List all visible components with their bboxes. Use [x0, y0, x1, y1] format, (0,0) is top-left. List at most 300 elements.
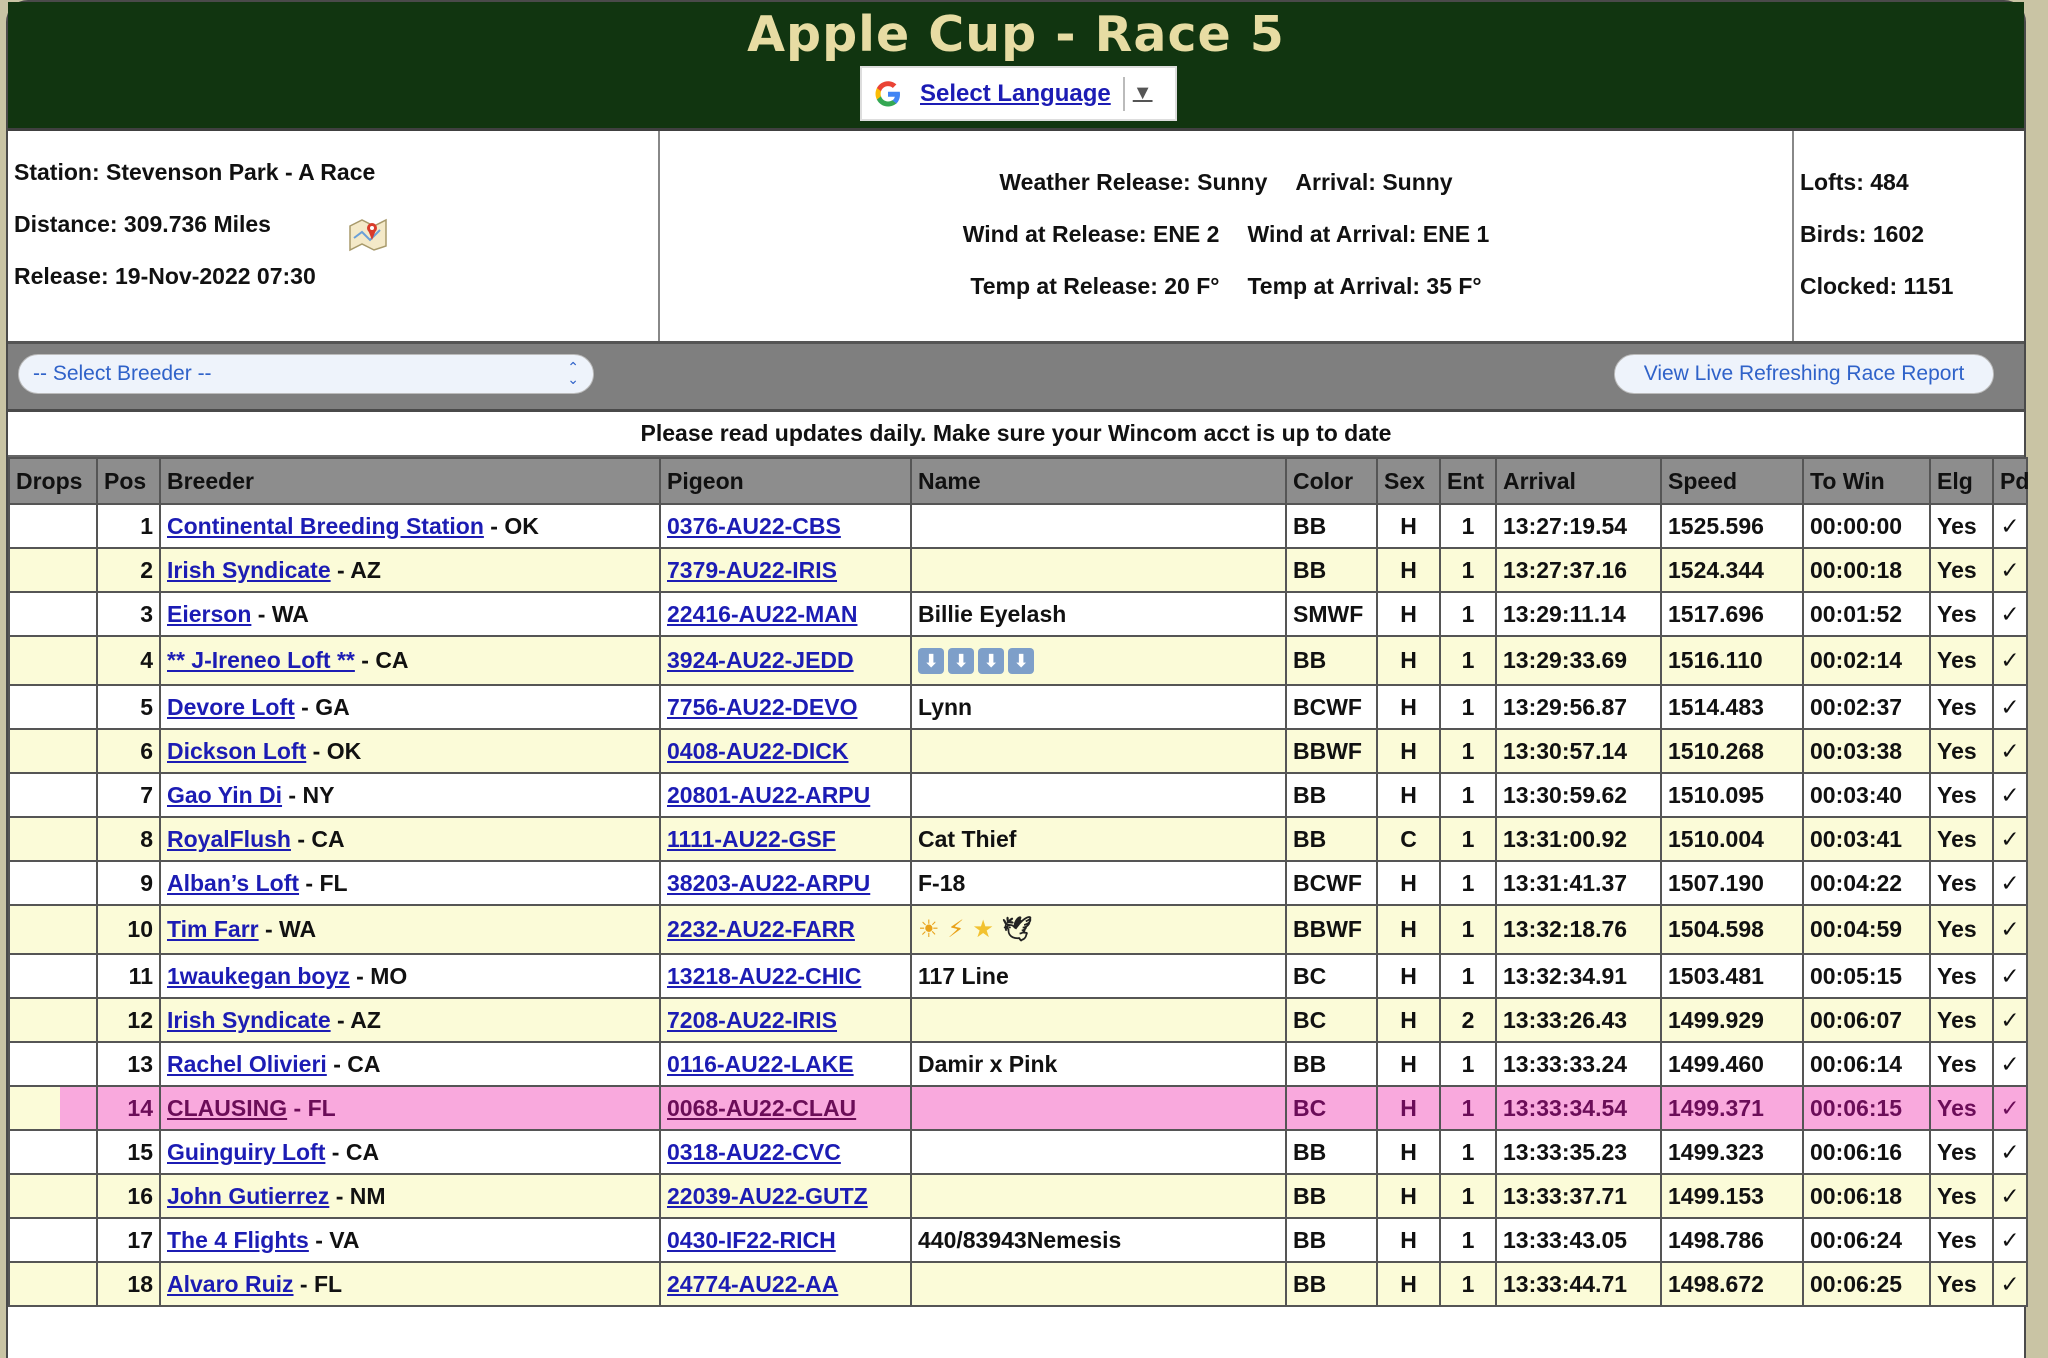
- position-cell: 1: [97, 504, 160, 548]
- breeder-link[interactable]: Alvaro Ruiz: [167, 1270, 294, 1297]
- pigeon-link[interactable]: 0068-AU22-CLAU: [667, 1094, 857, 1121]
- name-cell: 117 Line: [911, 954, 1286, 998]
- paid-check-icon: ✓: [1993, 592, 2027, 636]
- breeder-link[interactable]: Tim Farr: [167, 916, 259, 942]
- breeder-state: - CA: [326, 1050, 381, 1077]
- entry-cell: 1: [1440, 1130, 1496, 1174]
- to-win-cell: 00:00:00: [1803, 504, 1930, 548]
- column-header-pd: Pd: [1993, 458, 2027, 504]
- breeder-cell: [160, 998, 660, 1042]
- color-cell: BB: [1286, 1130, 1377, 1174]
- down-arrow-icon: ⬇: [978, 648, 1004, 674]
- pigeon-link[interactable]: 24774-AU22-AA: [667, 1270, 839, 1297]
- breeder-link[interactable]: Rachel Olivieri: [167, 1050, 327, 1077]
- speed-cell: 1517.696: [1661, 592, 1803, 636]
- map-icon[interactable]: [348, 216, 388, 252]
- paid-check-icon: ✓: [1993, 636, 2027, 685]
- to-win-cell: 00:01:52: [1803, 592, 1930, 636]
- eligible-cell: Yes: [1930, 1262, 1993, 1306]
- paid-check-icon: ✓: [1993, 1218, 2027, 1262]
- position-cell: 17: [97, 1218, 160, 1262]
- breeder-cell: [160, 954, 660, 998]
- down-arrow-icon: ⬇: [1008, 648, 1034, 674]
- pigeon-cell: [660, 636, 911, 685]
- table-row: [9, 636, 2027, 685]
- color-cell: BB: [1286, 1042, 1377, 1086]
- position-cell: 15: [97, 1130, 160, 1174]
- breeder-link[interactable]: Gao Yin Di: [167, 781, 283, 808]
- column-header-drops: Drops: [9, 458, 97, 504]
- breeder-select[interactable]: [18, 354, 594, 394]
- breeder-state: - WA: [251, 600, 309, 627]
- entry-cell: 1: [1440, 548, 1496, 592]
- paid-check-icon: ✓: [1993, 504, 2027, 548]
- paid-check-icon: ✓: [1993, 729, 2027, 773]
- weather-arrival: Arrival: Sunny: [1295, 169, 1453, 195]
- table-row: [9, 504, 2027, 548]
- drops-cell: [9, 685, 97, 729]
- breeder-link[interactable]: ** J-Ireneo Loft **: [167, 647, 355, 673]
- breeder-cell: [160, 1218, 660, 1262]
- arrival-cell: 13:30:59.62: [1496, 773, 1661, 817]
- speed-cell: 1514.483: [1661, 685, 1803, 729]
- to-win-cell: 00:06:14: [1803, 1042, 1930, 1086]
- select-language-link[interactable]: Select Language: [920, 79, 1111, 107]
- entry-cell: 1: [1440, 773, 1496, 817]
- race-header: [8, 2, 2024, 131]
- pigeon-link[interactable]: 7208-AU22-IRIS: [667, 1006, 838, 1033]
- drops-cell: [9, 548, 97, 592]
- to-win-cell: 00:02:37: [1803, 685, 1930, 729]
- paid-check-icon: ✓: [1993, 1086, 2027, 1130]
- speed-cell: 1499.153: [1661, 1174, 1803, 1218]
- table-row: [9, 548, 2027, 592]
- speed-cell: 1504.598: [1661, 905, 1803, 954]
- speed-cell: 1499.929: [1661, 998, 1803, 1042]
- to-win-cell: 00:04:22: [1803, 861, 1930, 905]
- pigeon-cell: [660, 998, 911, 1042]
- pigeon-link[interactable]: 0376-AU22-CBS: [667, 512, 841, 539]
- position-cell: 11: [97, 954, 160, 998]
- pigeon-link[interactable]: 0318-AU22-CVC: [667, 1138, 841, 1165]
- sex-cell: H: [1377, 636, 1440, 685]
- eligible-cell: Yes: [1930, 998, 1993, 1042]
- name-cell: [911, 729, 1286, 773]
- name-cell: [911, 1262, 1286, 1306]
- eligible-cell: Yes: [1930, 685, 1993, 729]
- paid-check-icon: ✓: [1993, 954, 2027, 998]
- name-cell: [911, 905, 1286, 954]
- sex-cell: H: [1377, 861, 1440, 905]
- to-win-cell: 00:06:24: [1803, 1218, 1930, 1262]
- sex-cell: H: [1377, 685, 1440, 729]
- paid-check-icon: ✓: [1993, 905, 2027, 954]
- speed-cell: 1510.095: [1661, 773, 1803, 817]
- color-cell: BBWF: [1286, 729, 1377, 773]
- sex-cell: H: [1377, 729, 1440, 773]
- color-cell: BC: [1286, 954, 1377, 998]
- sex-cell: H: [1377, 1086, 1440, 1130]
- arrival-cell: 13:33:44.71: [1496, 1262, 1661, 1306]
- lightning-icon: ⚡: [947, 916, 965, 944]
- table-row: [9, 1130, 2027, 1174]
- eligible-cell: Yes: [1930, 817, 1993, 861]
- column-header-pigeon: Pigeon: [660, 458, 911, 504]
- sex-cell: H: [1377, 1042, 1440, 1086]
- breeder-link[interactable]: Irish Syndicate: [167, 556, 331, 583]
- paid-check-icon: ✓: [1993, 1042, 2027, 1086]
- to-win-cell: 00:03:41: [1803, 817, 1930, 861]
- arrival-cell: 13:29:11.14: [1496, 592, 1661, 636]
- name-cell: [911, 1130, 1286, 1174]
- speed-cell: 1507.190: [1661, 861, 1803, 905]
- to-win-cell: 00:06:15: [1803, 1086, 1930, 1130]
- color-cell: BB: [1286, 817, 1377, 861]
- breeder-cell: [160, 1130, 660, 1174]
- sex-cell: H: [1377, 905, 1440, 954]
- speed-cell: 1524.344: [1661, 548, 1803, 592]
- name-cell: [911, 504, 1286, 548]
- pigeon-link[interactable]: 2232-AU22-FARR: [667, 916, 855, 942]
- breeder-cell: [160, 685, 660, 729]
- breeder-cell: [160, 548, 660, 592]
- breeder-link[interactable]: Guinguiry Loft: [167, 1138, 326, 1165]
- drops-cell: [9, 729, 97, 773]
- color-cell: BB: [1286, 504, 1377, 548]
- notice-banner: Please read updates daily. Make sure your Wincom acct is up to date: [8, 412, 2024, 457]
- down-arrow-icon: ⬇: [918, 648, 944, 674]
- pigeon-link[interactable]: 0430-IF22-RICH: [667, 1226, 836, 1253]
- page-frame: [6, 0, 2030, 1358]
- entry-cell: 1: [1440, 861, 1496, 905]
- color-cell: BBWF: [1286, 905, 1377, 954]
- color-cell: BB: [1286, 773, 1377, 817]
- birds-count: Birds: 1602: [1800, 221, 1925, 247]
- eligible-cell: Yes: [1930, 861, 1993, 905]
- eligible-cell: Yes: [1930, 636, 1993, 685]
- drops-cell: [9, 905, 97, 954]
- breeder-state: - CA: [325, 1138, 380, 1165]
- arrival-cell: 13:27:37.16: [1496, 548, 1661, 592]
- paid-check-icon: ✓: [1993, 1174, 2027, 1218]
- eligible-cell: Yes: [1930, 1174, 1993, 1218]
- name-cell: [911, 998, 1286, 1042]
- table-row: [9, 592, 2027, 636]
- speed-cell: 1503.481: [1661, 954, 1803, 998]
- position-cell: 7: [97, 773, 160, 817]
- color-cell: SMWF: [1286, 592, 1377, 636]
- eligible-cell: Yes: [1930, 773, 1993, 817]
- to-win-cell: 00:06:16: [1803, 1130, 1930, 1174]
- speed-cell: 1498.786: [1661, 1218, 1803, 1262]
- position-cell: 2: [97, 548, 160, 592]
- table-row: [9, 1262, 2027, 1306]
- release-text: Release: 19-Nov-2022 07:30: [14, 263, 316, 289]
- to-win-cell: 00:03:40: [1803, 773, 1930, 817]
- sex-cell: H: [1377, 1174, 1440, 1218]
- breeder-link[interactable]: Alban’s Loft: [167, 869, 300, 896]
- eligible-cell: Yes: [1930, 954, 1993, 998]
- google-icon: [872, 78, 904, 110]
- weather-release: Weather Release: Sunny: [999, 169, 1268, 195]
- entry-cell: 1: [1440, 729, 1496, 773]
- drops-cell: [9, 1262, 97, 1306]
- name-cell: [911, 773, 1286, 817]
- breeder-state: - AZ: [330, 1006, 381, 1033]
- to-win-cell: 00:06:07: [1803, 998, 1930, 1042]
- column-header-ent: Ent: [1440, 458, 1496, 504]
- drops-cell: [9, 954, 97, 998]
- sex-cell: H: [1377, 1130, 1440, 1174]
- toolbar: [8, 344, 2024, 412]
- name-cell: Billie Eyelash: [911, 592, 1286, 636]
- pigeon-cell: [660, 1174, 911, 1218]
- pigeon-cell: [660, 954, 911, 998]
- entry-cell: 1: [1440, 954, 1496, 998]
- pigeon-cell: [660, 548, 911, 592]
- to-win-cell: 00:06:25: [1803, 1262, 1930, 1306]
- sex-cell: H: [1377, 592, 1440, 636]
- drops-cell: [9, 504, 97, 548]
- position-cell: 18: [97, 1262, 160, 1306]
- drops-cell: [9, 1042, 97, 1086]
- eligible-cell: Yes: [1930, 729, 1993, 773]
- name-cell: Cat Thief: [911, 817, 1286, 861]
- breeder-cell: [160, 773, 660, 817]
- lofts-count: Lofts: 484: [1800, 169, 1909, 195]
- speed-cell: 1510.268: [1661, 729, 1803, 773]
- pigeon-cell: [660, 1218, 911, 1262]
- breeder-state: - MO: [349, 962, 408, 989]
- pigeon-cell: [660, 861, 911, 905]
- column-header-speed: Speed: [1661, 458, 1803, 504]
- arrival-cell: 13:33:26.43: [1496, 998, 1661, 1042]
- breeder-link[interactable]: 1waukegan boyz: [167, 962, 350, 989]
- table-row: [9, 685, 2027, 729]
- table-row: [9, 1174, 2027, 1218]
- drops-cell: [9, 817, 97, 861]
- name-cell: [911, 1086, 1286, 1130]
- breeder-state: - CA: [354, 647, 409, 673]
- breeder-cell: [160, 729, 660, 773]
- arrival-cell: 13:33:34.54: [1496, 1086, 1661, 1130]
- position-cell: 9: [97, 861, 160, 905]
- breeder-link[interactable]: CLAUSING: [167, 1094, 288, 1121]
- page-title: Apple Cup - Race 5: [747, 6, 1285, 63]
- breeder-link[interactable]: Continental Breeding Station: [167, 512, 484, 539]
- breeder-cell: [160, 1174, 660, 1218]
- name-cell: [911, 636, 1286, 685]
- pigeon-link[interactable]: 7756-AU22-DEVO: [667, 693, 858, 720]
- language-selector[interactable]: [860, 66, 1177, 121]
- breeder-state: - GA: [294, 693, 350, 720]
- position-cell: 13: [97, 1042, 160, 1086]
- to-win-cell: 00:06:18: [1803, 1174, 1930, 1218]
- pigeon-cell: [660, 1130, 911, 1174]
- arrival-cell: 13:31:00.92: [1496, 817, 1661, 861]
- arrival-cell: 13:33:33.24: [1496, 1042, 1661, 1086]
- paid-check-icon: ✓: [1993, 861, 2027, 905]
- pigeon-link[interactable]: 1111-AU22-GSF: [667, 825, 836, 852]
- breeder-cell: [160, 592, 660, 636]
- sex-cell: H: [1377, 773, 1440, 817]
- station-text: Station: Stevenson Park - A Race: [14, 159, 376, 185]
- table-row: [9, 1218, 2027, 1262]
- breeder-link[interactable]: The 4 Flights: [167, 1226, 309, 1253]
- to-win-cell: 00:02:14: [1803, 636, 1930, 685]
- eagle-icon: 🕊: [1001, 916, 1033, 944]
- arrival-cell: 13:27:19.54: [1496, 504, 1661, 548]
- breeder-link[interactable]: RoyalFlush: [167, 825, 291, 852]
- speed-cell: 1516.110: [1661, 636, 1803, 685]
- eligible-cell: Yes: [1930, 905, 1993, 954]
- to-win-cell: 00:03:38: [1803, 729, 1930, 773]
- sex-cell: H: [1377, 998, 1440, 1042]
- position-cell: 3: [97, 592, 160, 636]
- eligible-cell: Yes: [1930, 1042, 1993, 1086]
- entry-cell: 2: [1440, 998, 1496, 1042]
- sex-cell: H: [1377, 504, 1440, 548]
- speed-cell: 1498.672: [1661, 1262, 1803, 1306]
- position-cell: 5: [97, 685, 160, 729]
- breeder-link[interactable]: John Gutierrez: [167, 1182, 330, 1209]
- eligible-cell: Yes: [1930, 504, 1993, 548]
- eligible-cell: Yes: [1930, 1130, 1993, 1174]
- star-icon: ★: [972, 916, 994, 944]
- temp-arrival: Temp at Arrival: 35 F°: [1247, 273, 1482, 299]
- position-cell: 8: [97, 817, 160, 861]
- drops-cell: [9, 861, 97, 905]
- breeder-state: - CA: [290, 825, 345, 852]
- pigeon-link[interactable]: 20801-AU22-ARPU: [667, 781, 871, 808]
- race-station-info: [8, 131, 660, 341]
- color-cell: BB: [1286, 1262, 1377, 1306]
- drops-cell: [9, 1174, 97, 1218]
- breeder-cell: [160, 1086, 660, 1130]
- breeder-state: - FL: [287, 1094, 336, 1121]
- pigeon-cell: [660, 1086, 911, 1130]
- pigeon-link[interactable]: 38203-AU22-ARPU: [667, 869, 871, 896]
- pigeon-cell: [660, 1262, 911, 1306]
- entry-cell: 1: [1440, 592, 1496, 636]
- entry-cell: 1: [1440, 817, 1496, 861]
- color-cell: BB: [1286, 1218, 1377, 1262]
- chevron-updown-icon: ⌃ ⌄: [567, 359, 579, 387]
- temp-release: Temp at Release: 20 F°: [970, 273, 1220, 299]
- eligible-cell: Yes: [1930, 548, 1993, 592]
- divider: [1123, 77, 1125, 111]
- position-cell: 4: [97, 636, 160, 685]
- column-header-elg: Elg: [1930, 458, 1993, 504]
- name-cell: [911, 1174, 1286, 1218]
- entry-cell: 1: [1440, 636, 1496, 685]
- position-cell: 10: [97, 905, 160, 954]
- breeder-link[interactable]: Devore Loft: [167, 693, 295, 720]
- paid-check-icon: ✓: [1993, 548, 2027, 592]
- pigeon-cell: [660, 773, 911, 817]
- position-cell: 14: [97, 1086, 160, 1130]
- table-row: [9, 773, 2027, 817]
- table-row: [9, 998, 2027, 1042]
- race-info-panel: [8, 131, 2024, 344]
- pigeon-link[interactable]: 3924-AU22-JEDD: [667, 647, 854, 673]
- table-row: [9, 954, 2027, 998]
- sun-icon: ☀: [918, 916, 940, 944]
- pigeon-link[interactable]: 22416-AU22-MAN: [667, 600, 858, 627]
- breeder-link[interactable]: Irish Syndicate: [167, 1006, 331, 1033]
- column-header-name: Name: [911, 458, 1286, 504]
- breeder-state: - NY: [282, 781, 335, 808]
- column-header-pos: Pos: [97, 458, 160, 504]
- pigeon-cell: [660, 592, 911, 636]
- live-report-button[interactable]: View Live Refreshing Race Report: [1614, 354, 1994, 394]
- name-cell: Damir x Pink: [911, 1042, 1286, 1086]
- results-body: [9, 504, 2027, 1306]
- clocked-count: Clocked: 1151: [1800, 273, 1954, 299]
- table-row: [9, 729, 2027, 773]
- color-cell: BC: [1286, 998, 1377, 1042]
- wind-arrival: Wind at Arrival: ENE 1: [1247, 221, 1490, 247]
- speed-cell: 1525.596: [1661, 504, 1803, 548]
- drops-cell: [9, 998, 97, 1042]
- pigeon-link[interactable]: 0116-AU22-LAKE: [667, 1050, 854, 1077]
- color-cell: BCWF: [1286, 861, 1377, 905]
- pigeon-cell: [660, 817, 911, 861]
- entry-cell: 1: [1440, 504, 1496, 548]
- race-counts: [1794, 131, 2024, 341]
- color-cell: BCWF: [1286, 685, 1377, 729]
- breeder-link[interactable]: Dickson Loft: [167, 737, 307, 764]
- distance-text: Distance: 309.736 Miles: [14, 211, 271, 237]
- down-arrow-icon: ⬇: [948, 648, 974, 674]
- paid-check-icon: ✓: [1993, 1262, 2027, 1306]
- paid-check-icon: ✓: [1993, 817, 2027, 861]
- breeder-cell: [160, 861, 660, 905]
- column-header-sex: Sex: [1377, 458, 1440, 504]
- pigeon-link[interactable]: 0408-AU22-DICK: [667, 737, 849, 764]
- entry-cell: 1: [1440, 1262, 1496, 1306]
- pigeon-link[interactable]: 22039-AU22-GUTZ: [667, 1182, 868, 1209]
- arrival-cell: 13:32:18.76: [1496, 905, 1661, 954]
- entry-cell: 1: [1440, 905, 1496, 954]
- breeder-state: - OK: [306, 737, 362, 764]
- breeder-state: - FL: [293, 1270, 343, 1297]
- breeder-state: - OK: [483, 512, 539, 539]
- drops-cell: [9, 1086, 97, 1130]
- eligible-cell: Yes: [1930, 592, 1993, 636]
- table-row: [9, 1042, 2027, 1086]
- name-cell: Lynn: [911, 685, 1286, 729]
- pigeon-cell: [660, 729, 911, 773]
- pigeon-link[interactable]: 7379-AU22-IRIS: [667, 556, 838, 583]
- breeder-cell: [160, 504, 660, 548]
- eligible-cell: Yes: [1930, 1086, 1993, 1130]
- column-header-to-win: To Win: [1803, 458, 1930, 504]
- pigeon-link[interactable]: 13218-AU22-CHIC: [667, 962, 862, 989]
- entry-cell: 1: [1440, 1218, 1496, 1262]
- speed-cell: 1499.460: [1661, 1042, 1803, 1086]
- breeder-cell: [160, 1262, 660, 1306]
- breeder-link[interactable]: Eierson: [167, 600, 252, 627]
- arrival-cell: 13:33:37.71: [1496, 1174, 1661, 1218]
- speed-cell: 1499.371: [1661, 1086, 1803, 1130]
- dropdown-arrow-icon[interactable]: ▼: [1132, 82, 1153, 104]
- arrival-cell: 13:29:33.69: [1496, 636, 1661, 685]
- arrival-cell: 13:30:57.14: [1496, 729, 1661, 773]
- speed-cell: 1499.323: [1661, 1130, 1803, 1174]
- arrival-cell: 13:31:41.37: [1496, 861, 1661, 905]
- sex-cell: H: [1377, 1218, 1440, 1262]
